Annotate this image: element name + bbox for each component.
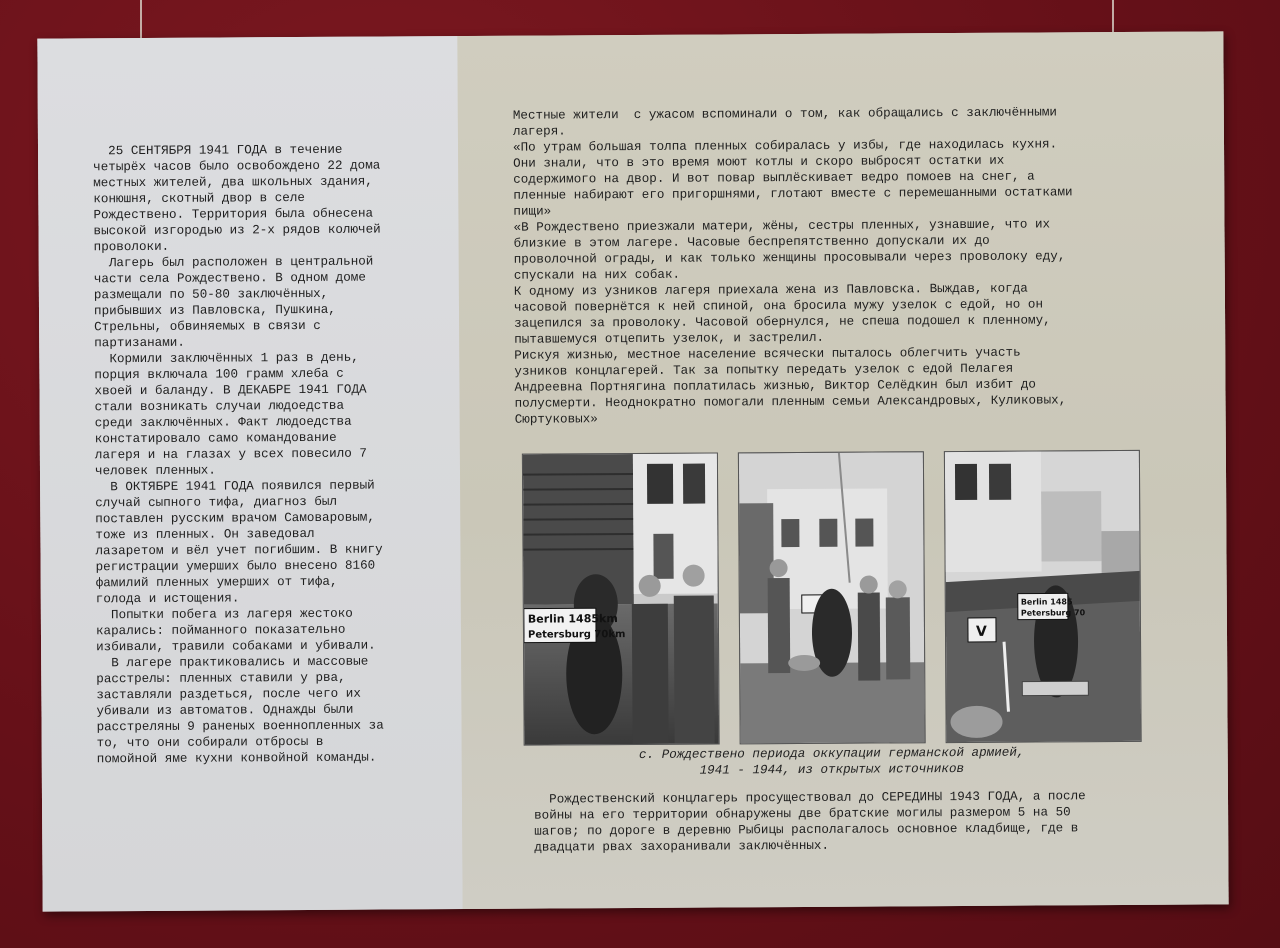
sign-petersburg-1: Petersburg 70km <box>527 629 626 641</box>
sign-petersburg-3: Petersburg 70 <box>1020 608 1086 618</box>
hanging-thread-right <box>1112 0 1114 36</box>
sign-berlin-3: Berlin 1485 <box>1020 597 1073 607</box>
photo-strip <box>522 450 1144 746</box>
exhibition-poster <box>37 31 1228 911</box>
photo-bear-signpost-3 <box>944 450 1142 743</box>
left-column-text: 25 СЕНТЯБРЯ 1941 ГОДА в течение четырёх часов было освобождено 22 дома местных жителей, два школьных здания, конюшня, скотный двор в селе Рождествено. Территория была обнесена высокой изгородью из 2-х рядов колючей проволоки. Лагерь был расположен в центральной части села Рождествено. В одном доме размещали по 50-80 заключённых, прибывших из Павловска, Пушкина, Стрельны, обвиняемых в связи с партизанами. Кормили заключённых 1 раз в день, порция включала 100 грамм хлеба с хвоей и баланду. В ДЕКАБРЕ 1941 ГОДА стали возникать случаи людоедства среди заключённых. Факт людоедства констатировало само командование лагеря и на глазах у всех повесило 7 человек пленных. В ОКТЯБРЕ 1941 ГОДА появился первый случай сыпного тифа, диагноз был поставлен русским врачом Самоваровым, тоже из пленных. Он заведовал лазаретом и вёл учет погибшим. В книгу регистрации умерших было внесено 8160 фамилий пленных умерших от тифа, голода и истощения. Попытки побега из лагеря жестоко карались: пойманного показательно избивали, травили собаками и убивали. В лагере практиковались и массовые расстрелы: пленных ставили у рва, заставляли раздеться, после чего их убивали из автоматов. Однажды были расстреляны 9 раненых военнопленных за то, что они собирали отбросы в помойной яме кухни конвойной команды. <box>92 142 384 767</box>
bottom-summary-text: Рождественский концлагерь просуществовал до СЕРЕДИНЫ 1943 ГОДА, а после войны на его территории обнаружены две братские могилы размером 5 на 50 шагов; по дороге в деревню Рыбицы располагалось основное кладбище, где в двадцати рвах захоранивали заключённых. <box>533 789 1086 855</box>
photo-caption <box>522 744 1142 780</box>
svg-text:V: V <box>975 623 987 640</box>
witness-accounts-text: Местные жители с ужасом вспоминали о том, как обращались с заключёнными лагеря. «По утрам большая толпа пленных собиралась у избы, где находилась кухня. Они знали, что в это время моют котлы и скоро выбросят остатки их содержимого на двор. И вот повар выплёскивает ведро помоев на снег, а пленные набирают его пригоршнями, глотают вместе с перемешанными остатками пищи» «В Рождествено приезжали матери, жёны, сестры пленных, узнавшие, что их близкие в этом лагере. Часовые беспрепятственно допускали их до проволочной ограды, и как только женщины просовывали через проволоку еду, спускали на них собак. К одному из узников лагеря приехала жена из Павловска. Выждав, когда часовой повернётся к ней спиной, она бросила мужу узелок с едой, но он зацепился за проволоку. Часовой обернулся, не спеша подошел к пленному, пытавшемуся отцепить узелок, и застрелил. Рискуя жизнью, местное население всячески пыталось облегчить участь узников концлагерей. Так за попытку передать узелок с едой Пелагея Андреевна Портнягина поплатилась жизнью, Виктор Селёдкин был избит до полусмерти. Неоднократно помогали пленным семьи Александровых, Куликовых, Сюртуковых» <box>512 105 1073 427</box>
caption-line-2: 1941 - 1944, из открытых источников <box>699 761 965 778</box>
photo-bear-soldiers-2 <box>738 451 926 744</box>
photo-bear-soldiers-1 <box>522 452 720 745</box>
hanging-thread-left <box>140 0 142 42</box>
caption-line-1: с. Рождествено периода оккупации германской армией, <box>638 745 1025 762</box>
sign-berlin-1: Berlin 1485km <box>527 612 618 626</box>
